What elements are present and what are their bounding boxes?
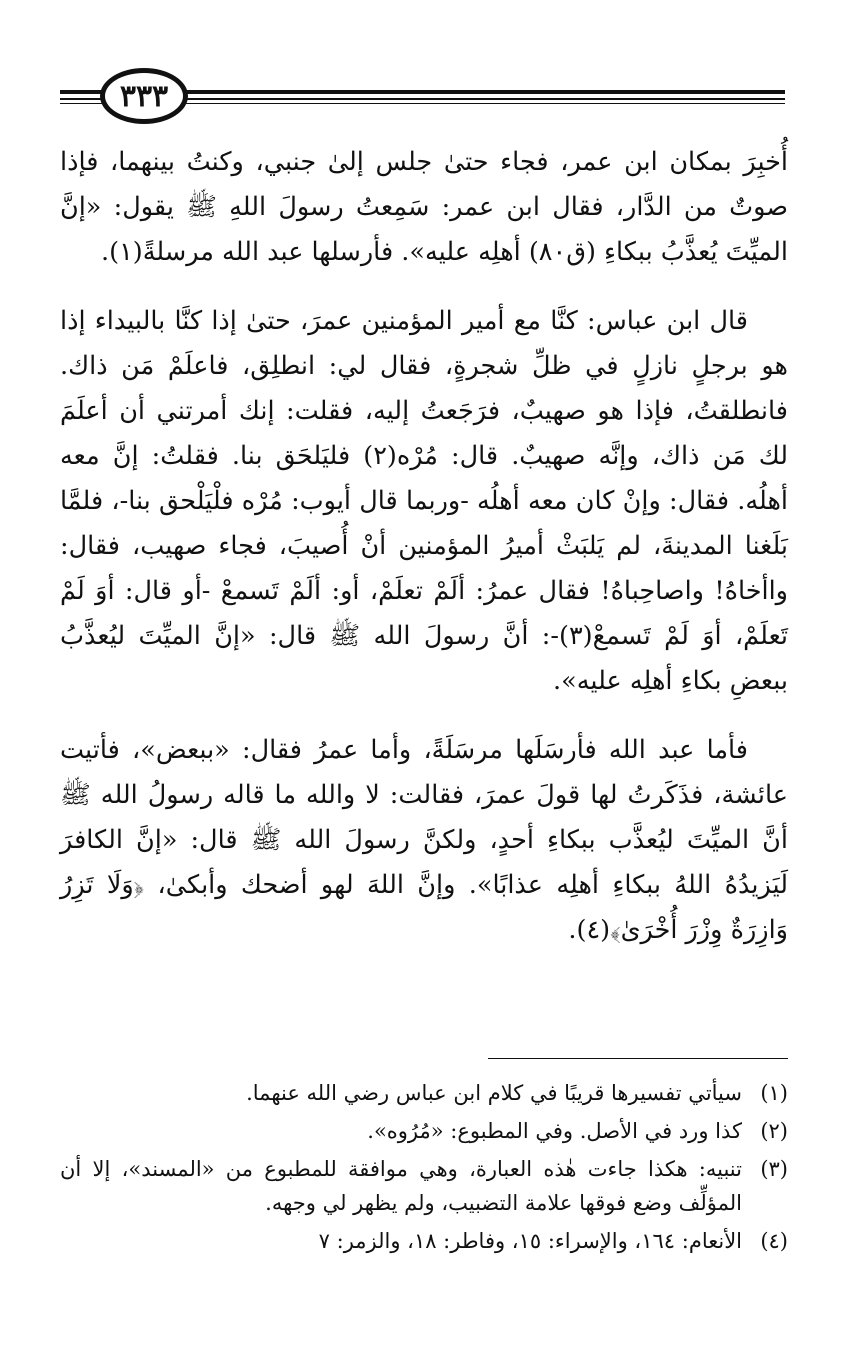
footnote-number: (١) — [760, 1081, 788, 1105]
paragraph-1: أُخبِرَ بمكان ابن عمر، فجاء حتىٰ جلس إلىٰ جنبي، وكنتُ بينهما، فإذا صوتٌ من الدَّار، فقال ابن عمر: سَمِعتُ رسولَ اللهِ ﷺ يقول: «إنَّ الميِّتَ يُعذَّبُ ببكاءِ (ق٨٠) أهلِه عليه». فأرسلها عبد الله مرسلةً(١). — [60, 147, 788, 267]
footnote-text: تنبيه: هكذا جاءت هٰذه العبارة، وهي موافقة للمطبوع من «المسند»، إلا أن المؤلِّف وضع فوقها علامة التضبيب، ولم يظهر لي وجهه. — [60, 1157, 742, 1215]
main-text — [60, 140, 788, 977]
paragraph-2: قال ابن عباس: كنَّا مع أمير المؤمنين عمرَ، حتىٰ إذا كنَّا بالبيداء إذا هو برجلٍ نازلٍ في ظلِّ شجرةٍ، فقال لي: انطلِق، فاعلَمْ مَن ذاك. فانطلقتُ، فإذا هو صهيبٌ، فرَجَعتُ إليه، فقلت: إنك أمرتني أن أعلَمَ لك مَن ذاك، وإنَّه صهيبٌ. قال: مُرْه(٢) فليَلحَق بنا. فقلتُ: إنَّ معه أهلُه. فقال: وإنْ كان معه أهلُه -وربما قال أيوب: مُرْه فلْيَلْحق بنا-، فلمَّا بَلَغنا المدينةَ، لم يَلبَثْ أميرُ المؤمنين أنْ أُصيبَ، فجاء صهيب، فقال: واأخاهُ! واصاحِباهُ! فقال عمرُ: ألَمْ تعلَمْ، أو: ألَمْ تَسمعْ -أو قال: أوَ لَمْ تَعلَمْ، أوَ لَمْ تَسمعْ(٣)-: أنَّ رسولَ الله ﷺ قال: «إنَّ الميِّتَ ليُعذَّبُ ببعضِ بكاءِ أهلِه عليه». — [60, 306, 788, 696]
footnote-item — [60, 1152, 788, 1220]
footnote-text: سيأتي تفسيرها قريبًا في كلام ابن عباس رضي الله عنهما. — [246, 1081, 742, 1105]
page-header — [60, 68, 785, 128]
footnote-text: كذا ورد في الأصل. وفي المطبوع: «مُرُوه». — [367, 1119, 742, 1143]
footnote-number: (٢) — [760, 1119, 788, 1143]
footnote-text: الأنعام: ١٦٤، والإسراء: ١٥، وفاطر: ١٨، والزمر: ٧ — [318, 1229, 742, 1253]
paragraph-3: فأما عبد الله فأرسَلَها مرسَلَةً، وأما عمرُ فقال: «ببعض»، فأتيت عائشة، فذَكَرتُ لها قولَ عمرَ، فقالت: لا والله ما قاله رسولُ الله ﷺ أنَّ الميِّتَ ليُعذَّب ببكاءِ أحدٍ، ولكنَّ رسولَ الله ﷺ قال: «إنَّ الكافرَ لَيَزيدُهُ اللهُ ببكاءِ أهلِه عذابًا». وإنَّ اللهَ لهو أضحك وأبكىٰ، ﴿وَلَا تَزِرُ وَازِرَةٌ وِزْرَ أُخْرَىٰ﴾(٤). — [60, 735, 788, 945]
footnote-item — [60, 1076, 788, 1110]
footnote-number: (٣) — [760, 1157, 788, 1181]
footnote-item — [60, 1114, 788, 1148]
footnote-item — [60, 1224, 788, 1258]
footnote-divider — [488, 1058, 788, 1059]
footnotes — [60, 1058, 788, 1262]
page-number: ٣٣٣ — [100, 68, 188, 124]
footnote-number: (٤) — [760, 1229, 788, 1253]
footnote-list — [60, 1058, 788, 1258]
